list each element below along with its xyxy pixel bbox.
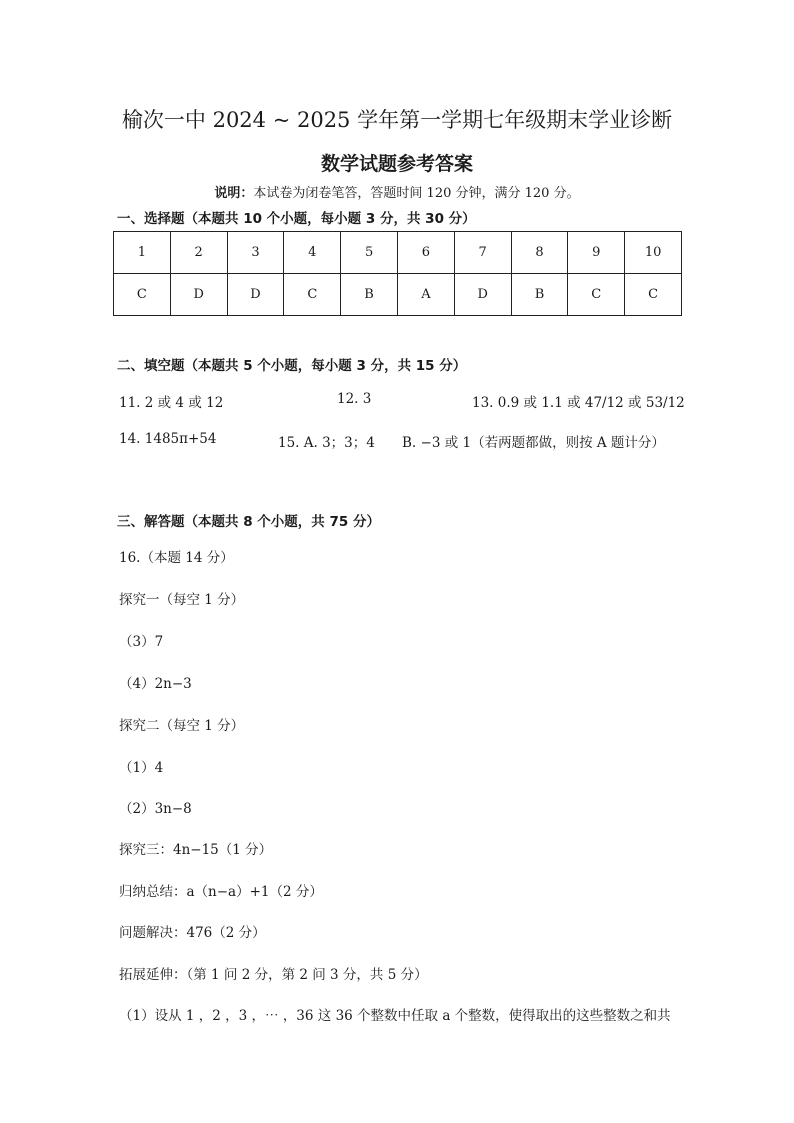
solution-line: 16.（本题 14 分） (119, 550, 234, 566)
choice-answer-table (113, 231, 682, 316)
note-label: 说明： (214, 186, 254, 201)
answer-cell: D (170, 274, 227, 316)
note-text: 本试卷为闭卷笔答，答题时间 120 分钟，满分 120 分。 (253, 186, 580, 201)
solution-line: 探究一（每空 1 分） (119, 592, 245, 608)
solution-line: 探究二（每空 1 分） (119, 718, 245, 734)
answer-cell: B (341, 274, 398, 316)
solution-line: 拓展延伸：（第 1 问 2 分，第 2 问 3 分，共 5 分） (119, 967, 428, 983)
section-2-heading: 二、填空题（本题共 5 个小题，每小题 3 分，共 15 分） (117, 358, 467, 374)
solution-line: （4）2n−3 (119, 676, 192, 692)
solution-line: （2）3n−8 (119, 801, 192, 817)
answer-q15a: 15. A. 3；3；4 (278, 435, 375, 451)
question-number-row (114, 232, 682, 274)
solution-line: 探究三：4n−15（1 分） (119, 842, 273, 858)
answer-cell: C (114, 274, 171, 316)
section-3-heading: 三、解答题（本题共 8 个小题，共 75 分） (117, 514, 380, 530)
question-number: 6 (397, 232, 454, 274)
section-1-heading: 一、选择题（本题共 10 个小题，每小题 3 分，共 30 分） (117, 211, 476, 227)
solution-line: （3）7 (119, 634, 164, 650)
answer-q12: 12. 3 (337, 391, 372, 407)
page-title: 榆次一中 2024 ~ 2025 学年第一学期七年级期末学业诊断 (121, 108, 673, 132)
question-number: 8 (511, 232, 568, 274)
exam-note (0, 182, 794, 201)
question-number: 2 (170, 232, 227, 274)
answer-cell: D (227, 274, 284, 316)
answer-row (114, 274, 682, 316)
question-number: 7 (454, 232, 511, 274)
answer-q15b: B. −3 或 1（若两题都做，则按 A 题计分） (402, 435, 665, 451)
answer-cell: A (397, 274, 454, 316)
answer-q13: 13. 0.9 或 1.1 或 47/12 或 53/12 (472, 395, 685, 411)
answer-cell: D (454, 274, 511, 316)
solution-line: 归纳总结：a（n−a）+1（2 分） (119, 884, 323, 900)
question-number: 3 (227, 232, 284, 274)
answer-q11: 11. 2 或 4 或 12 (119, 395, 224, 411)
answer-cell: C (284, 274, 341, 316)
answer-cell: C (568, 274, 625, 316)
solution-line: （1）设从 1 ，2 ，3 ，⋯ ，36 这 36 个整数中任取 a 个整数，使得取出的这些整数之和共 (119, 1008, 671, 1024)
solution-line: （1）4 (119, 760, 164, 776)
question-number: 9 (568, 232, 625, 274)
question-number: 5 (341, 232, 398, 274)
question-number: 10 (625, 232, 682, 274)
answer-cell: B (511, 274, 568, 316)
answer-cell: C (625, 274, 682, 316)
page-subtitle: 数学试题参考答案 (320, 153, 473, 175)
answer-q14: 14. 1485π+54 (119, 431, 217, 447)
question-number: 4 (284, 232, 341, 274)
question-number: 1 (114, 232, 171, 274)
solution-line: 问题解决：476（2 分） (119, 925, 266, 941)
